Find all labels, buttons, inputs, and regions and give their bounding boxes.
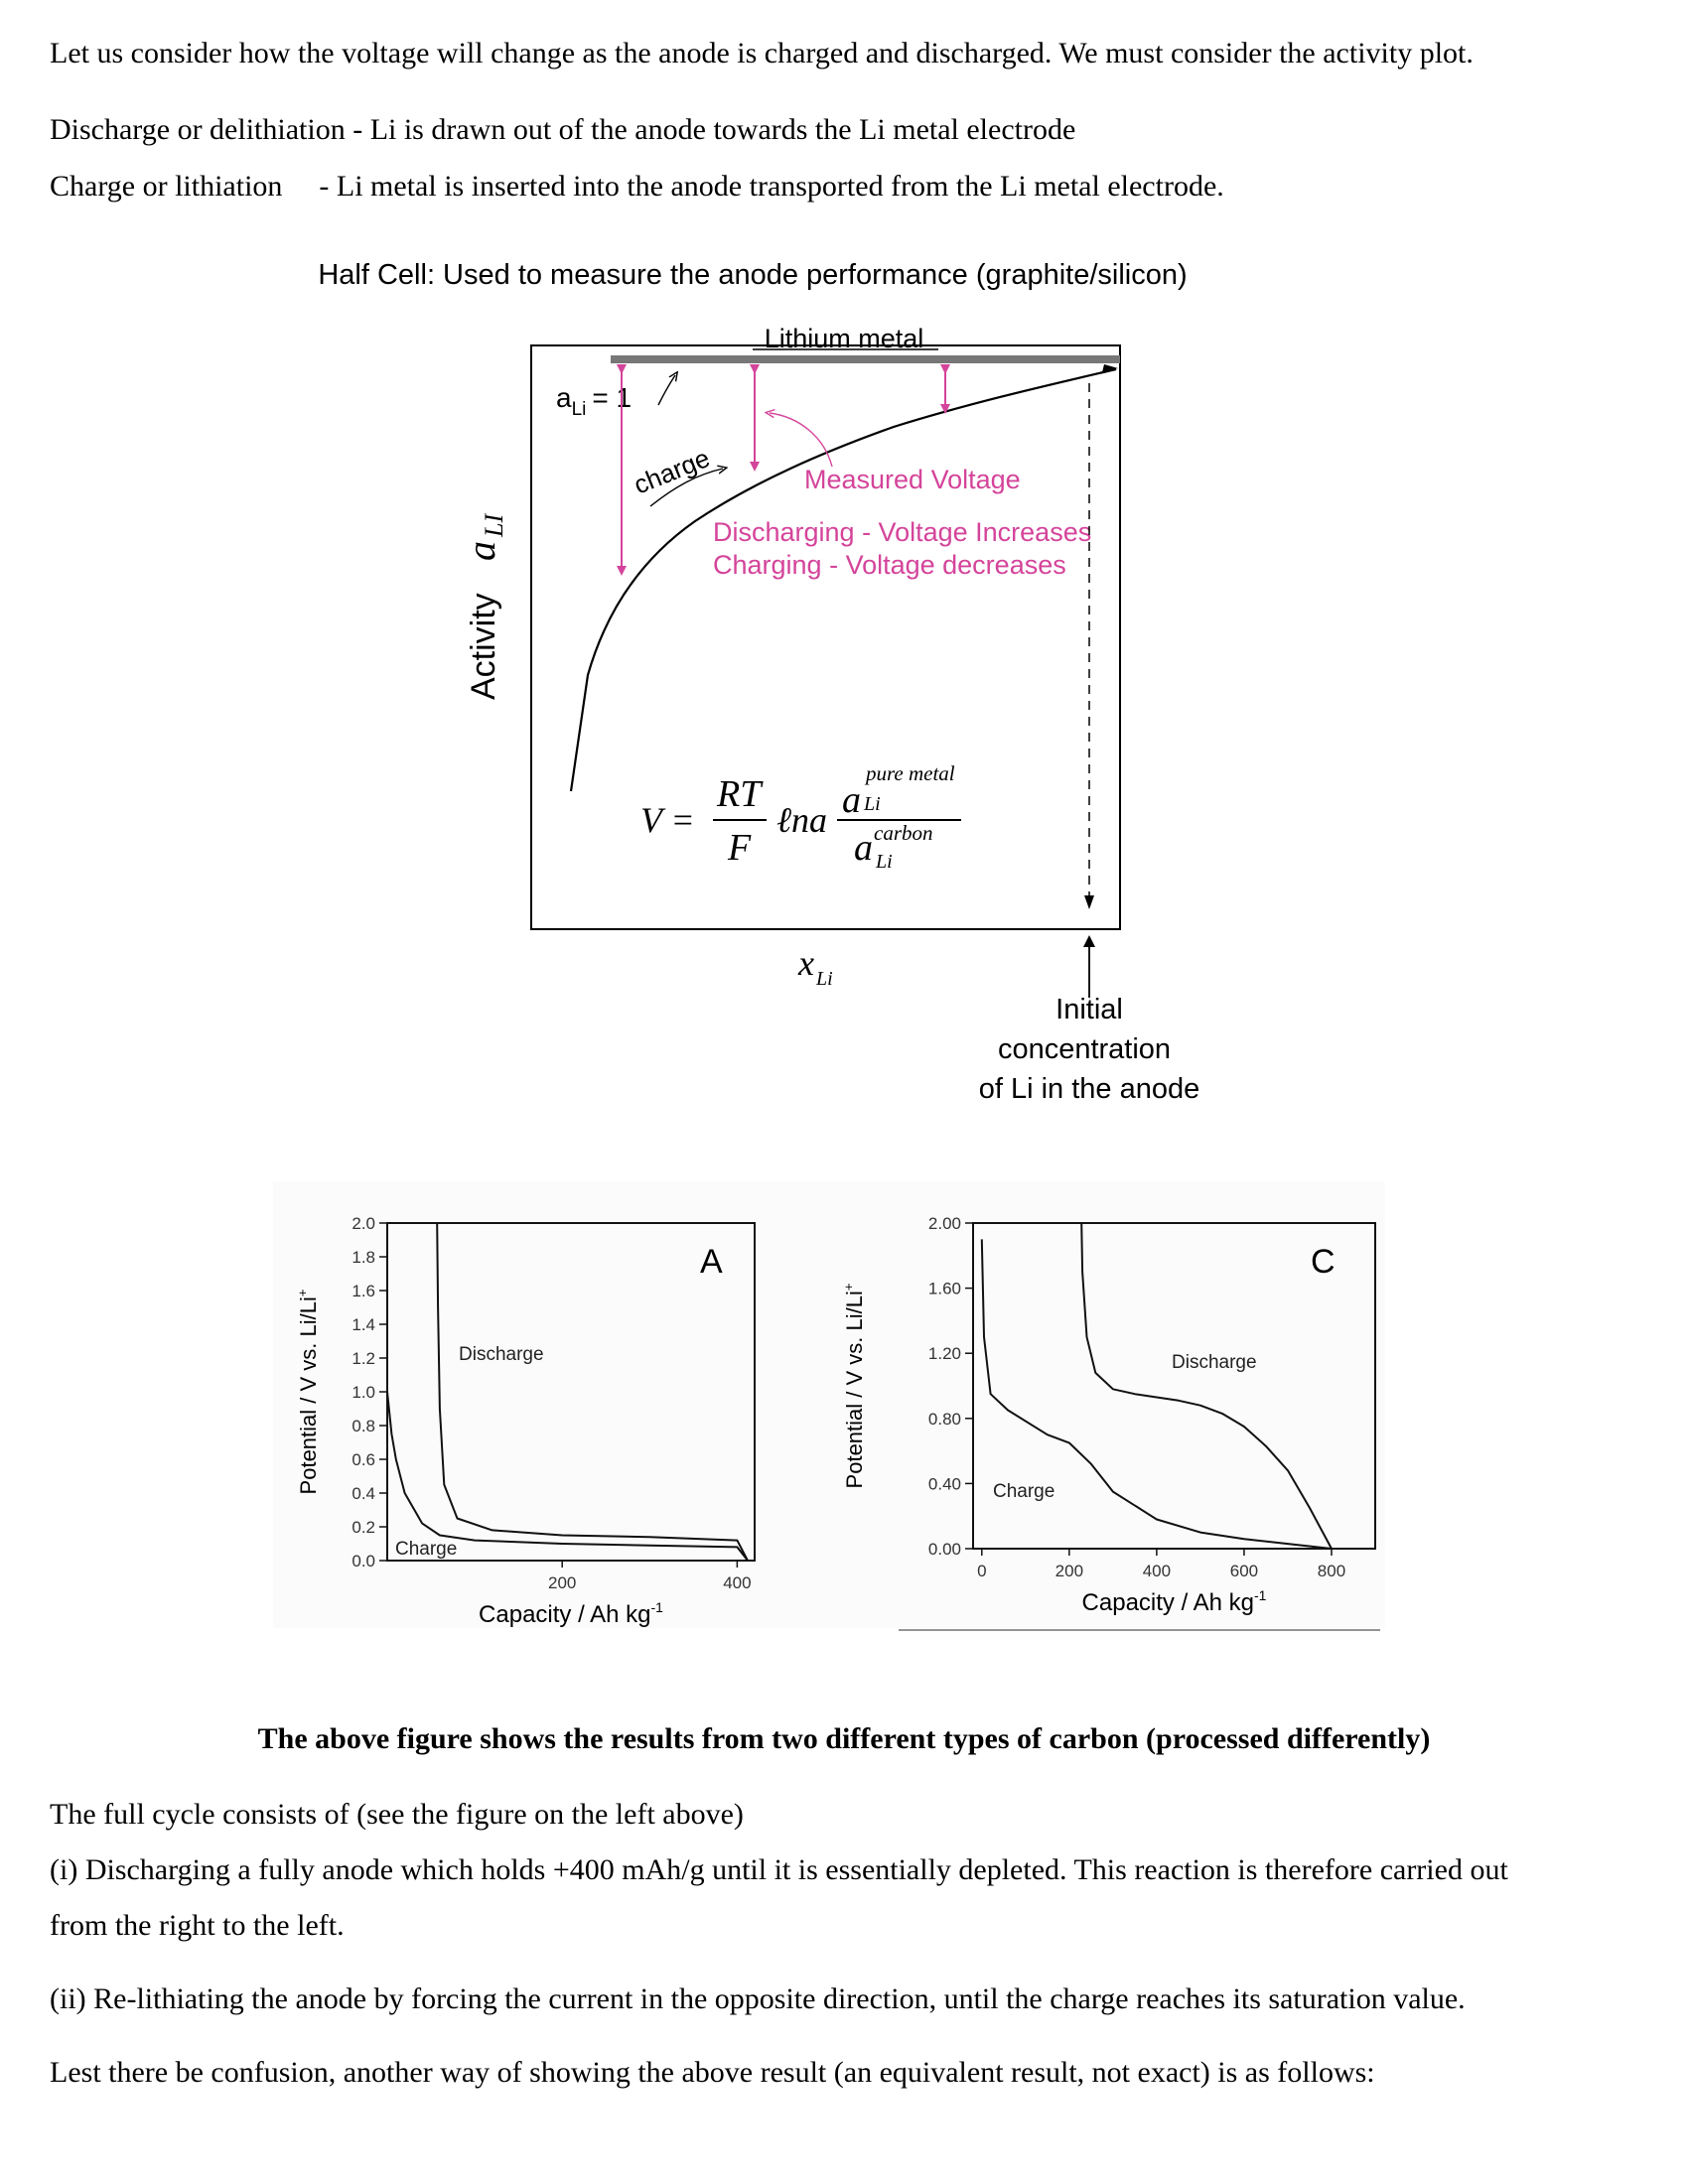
equation-rt: RT (717, 773, 762, 815)
chart-a-y-tick-label: 1.6 (352, 1282, 375, 1300)
item-i-line-1: (i) Discharging a fully anode which holds +400 mAh/g until it is essentially depleted. This reaction is therefore carried out (50, 1853, 1508, 1886)
charge-definition-text: - Li metal is inserted into the anode transported from the Li metal electrode. (319, 170, 1224, 203)
full-cycle-line: The full cycle consists of (see the figure on the left above) (50, 1798, 744, 1831)
chart-a-y-tick-label: 2.0 (352, 1214, 375, 1233)
lithium-metal-label: Lithium metal (764, 324, 924, 353)
item-ii-line: (ii) Re-lithiating the anode by forcing the current in the opposite direction, until the charge reaches its saturation value. (50, 1982, 1466, 2015)
charging-note: Charging - Voltage decreases (713, 550, 1066, 580)
charge-definition-term: Charge or lithiation (50, 170, 283, 203)
intro-line: Let us consider how the voltage will change as the anode is charged and discharged. We must consider the activity plot. (50, 37, 1474, 69)
discharge-definition: Discharge or delithiation - Li is drawn out of the anode towards the Li metal electrode (50, 113, 1076, 146)
chart-a-y-tick-label: 0.0 (352, 1552, 375, 1570)
chart-c-x-tick-label: 600 (1229, 1562, 1259, 1580)
chart-a-y-axis-label: Potential / V vs. Li/Li+ (295, 1289, 321, 1495)
chart-c-y-tick-label: 0.80 (927, 1409, 961, 1429)
chart-c-x-axis-label: Capacity / Ah $kg^{-1}$ (1081, 1587, 1267, 1616)
chart-a-y-tick-label: 1.8 (352, 1248, 375, 1267)
chart-c-x-tick-label: 800 (1317, 1562, 1346, 1580)
chart-a-y-tick-label: 0.2 (352, 1518, 375, 1537)
equation-numerator: a (842, 779, 861, 821)
y-axis-label (459, 513, 508, 700)
svg-text:Activity: Activity (465, 593, 502, 700)
figure-caption: The above figure shows the results from two different types of carbon (processed differently) (257, 1722, 1431, 1755)
chart-a-y-tick-label: 1.2 (352, 1349, 375, 1368)
charge-label: charge (630, 442, 714, 500)
chart-c-panel-label: C (1311, 1243, 1336, 1281)
equation-numerator-sup: pure metal (866, 761, 955, 785)
a-li-label: $a_{Li} = 1$ (556, 382, 633, 420)
item-i-line-2: from the right to the left. (50, 1909, 345, 1942)
chart-c-x-tick-label: 400 (1142, 1562, 1172, 1580)
chart-c-y-tick-label: 0.00 (927, 1540, 961, 1559)
voltage-equation (640, 761, 961, 873)
chart-c-y-axis-label: Potential / V vs. Li/Li+ (841, 1283, 867, 1489)
initial-label-2: concentration (997, 1033, 1172, 1065)
chart-c-y-tick-label: 1.60 (927, 1279, 961, 1298)
initial-label-1: Initial (1055, 994, 1123, 1025)
chart-c-y-tick-label: 1.20 (927, 1344, 961, 1364)
chart-a-x-tick-label: 400 (723, 1573, 752, 1592)
lest-line: Lest there be confusion, another way of showing the above result (an equivalent result, not exact) is as follows: (50, 2056, 1375, 2089)
activity-curve (571, 369, 1116, 791)
equation-denominator: a (854, 827, 873, 869)
equation-denominator-sup: carbon (874, 821, 933, 845)
chart-c-y-tick-label: 0.40 (927, 1474, 961, 1494)
discharging-note: Discharging - Voltage Increases (713, 517, 1092, 547)
equation-numerator-sub: Li (864, 793, 881, 815)
svg-text:a: a (459, 541, 503, 561)
chart-a-discharge-label: Discharge (459, 1344, 544, 1365)
diagram-title: Half Cell: Used to measure the anode performance (graphite/silicon) (318, 259, 1188, 291)
measured-voltage-label: Measured Voltage (804, 465, 1021, 494)
charge-discharge-charts (0, 1152, 1688, 1648)
x-axis-label: x $_{Li}$ (798, 943, 833, 990)
initial-label-3: of Li in the anode (978, 1073, 1200, 1105)
chart-a-y-tick-label: 1.4 (352, 1315, 375, 1334)
chart-c-x-tick-label: 200 (1055, 1562, 1084, 1580)
measured-voltage-pointer (770, 413, 832, 467)
chart-a-charge-label: Charge (395, 1539, 458, 1560)
chart-c-y-tick-label: 2.00 (927, 1214, 961, 1233)
dashed-line-arrowhead (1084, 895, 1094, 909)
chart-c-discharge-label: Discharge (1172, 1352, 1257, 1373)
chart-a-panel-label: A (700, 1243, 723, 1281)
equation-f: F (728, 827, 752, 869)
equation-v: V = (640, 800, 695, 840)
plot-frame (531, 345, 1120, 929)
chart-a-y-tick-label: 0.8 (352, 1417, 375, 1435)
chart-a-y-tick-label: 1.0 (352, 1383, 375, 1402)
chart-a-x-axis-label: Capacity / Ah $kg^{-1}$ (479, 1599, 663, 1628)
equation-lna: ℓna (776, 800, 827, 840)
equation-denominator-sub: Li (876, 851, 893, 873)
chart-a-y-tick-label: 0.6 (352, 1450, 375, 1469)
chart-a-x-tick-label: 200 (548, 1573, 577, 1592)
chart-a-y-tick-label: 0.4 (352, 1484, 375, 1503)
svg-text:LI: LI (480, 513, 508, 537)
chart-c-charge-label: Charge (993, 1481, 1055, 1502)
chart-c-x-tick-label: 0 (977, 1562, 987, 1580)
a-li-pointer-arrow (658, 375, 675, 405)
